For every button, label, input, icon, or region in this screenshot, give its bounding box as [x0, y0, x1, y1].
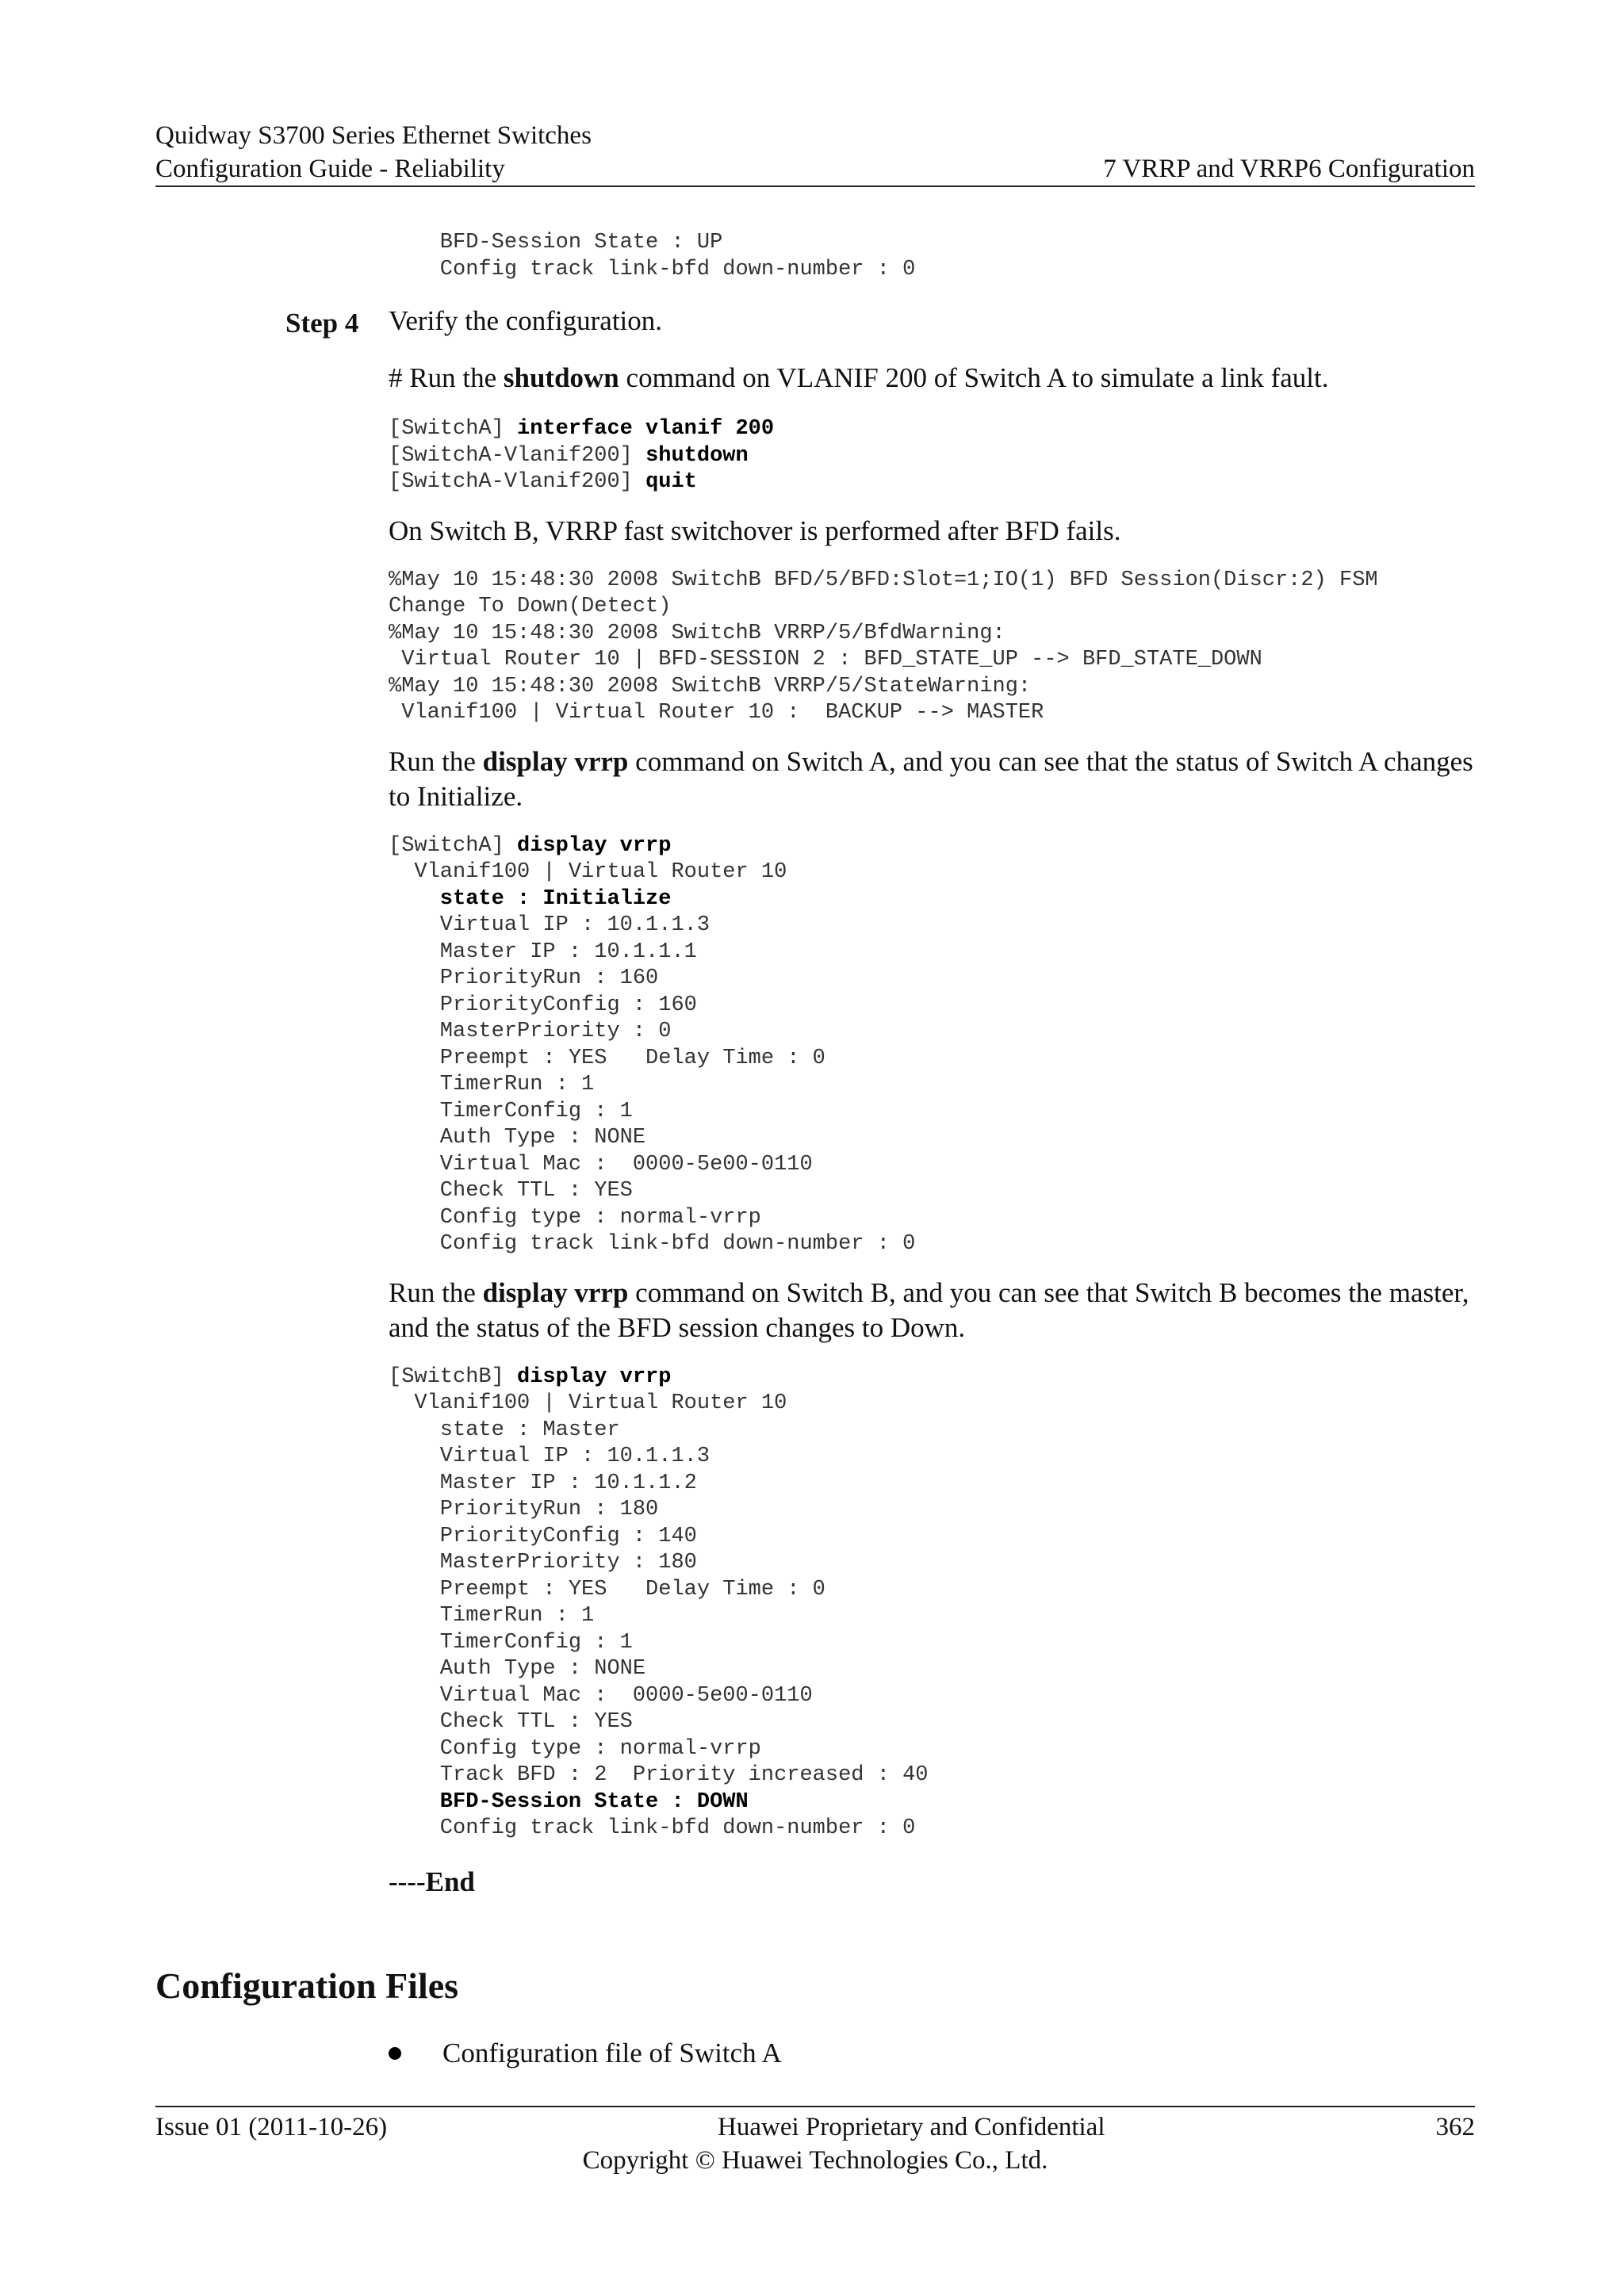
code-line: Change To Down(Detect) — [389, 595, 672, 618]
code-line: %May 10 15:48:30 2008 SwitchB VRRP/5/StateWarning: — [389, 674, 1032, 698]
confidential-note: Huawei Proprietary and Confidential — [718, 2113, 1105, 2141]
bullet-text: Configuration file of Switch A — [442, 2038, 782, 2068]
text-run: # Run the — [389, 362, 504, 393]
command-text: display vrrp — [482, 745, 629, 777]
main-content — [389, 230, 1483, 1900]
switchover-paragraph: On Switch B, VRRP fast switchover is performed after BFD fails. — [389, 515, 1121, 546]
code-prompt: [SwitchA-Vlanif200] — [389, 470, 646, 494]
code-block-shutdown — [389, 416, 1483, 496]
code-line: Check TTL : YES — [389, 1710, 633, 1734]
text-run: Run the — [389, 1276, 483, 1308]
copyright-note: Copyright © Huawei Technologies Co., Ltd. — [582, 2146, 1048, 2175]
doc-title: Quidway S3700 Series Ethernet Switches — [155, 121, 592, 150]
text-run: command on Switch A, and you can see that the status of Switch A changes — [628, 745, 1473, 777]
code-line: %May 10 15:48:30 2008 SwitchB BFD/5/BFD:Slot=1;IO(1) BFD Session(Discr:2) FSM — [389, 568, 1378, 592]
code-line: Master IP : 10.1.1.1 — [389, 939, 697, 964]
code-command: display vrrp — [517, 1364, 672, 1389]
code-line: Preempt : YES Delay Time : 0 — [389, 1046, 825, 1070]
code-line: %May 10 15:48:30 2008 SwitchB VRRP/5/BfdWarning: — [389, 621, 1005, 645]
header-rule — [155, 186, 1475, 187]
code-command: quit — [645, 470, 697, 494]
code-line: PriorityRun : 180 — [389, 1498, 659, 1521]
code-line: Virtual Router 10 | BFD-SESSION 2 : BFD_STATE_UP --> BFD_STATE_DOWN — [389, 648, 1262, 672]
end-marker: ----End — [389, 1866, 475, 1897]
text-run: to Initialize. — [389, 780, 523, 812]
code-line: Config type : normal-vrrp — [389, 1205, 761, 1230]
code-prompt: [SwitchA] — [389, 417, 518, 441]
page-number: 362 — [1435, 2113, 1475, 2141]
step-label: Step 4 — [285, 308, 359, 339]
section-title: Configuration Files — [155, 1965, 459, 2006]
code-block-log — [389, 568, 1483, 727]
code-prompt: [SwitchA] — [389, 833, 518, 858]
code-line: BFD-Session State : UP — [389, 231, 723, 254]
display-a-paragraph — [389, 744, 1483, 814]
code-command: display vrrp — [517, 833, 672, 858]
code-line: Master IP : 10.1.1.2 — [389, 1471, 697, 1495]
code-line: Virtual Mac : 0000-5e00-0110 — [389, 1683, 813, 1708]
code-line: Vlanif100 | Virtual Router 10 — [389, 860, 787, 884]
code-line: Virtual IP : 10.1.1.3 — [389, 913, 710, 937]
text-run: and the status of the BFD session changes to Down. — [389, 1311, 966, 1343]
page-header — [155, 119, 1475, 186]
code-line: Auth Type : NONE — [389, 1126, 646, 1150]
code-line: state : Master — [389, 1418, 620, 1442]
step-text: Verify the configuration. — [389, 305, 663, 336]
code-line-highlight: state : Initialize — [389, 886, 672, 911]
code-line: Auth Type : NONE — [389, 1657, 646, 1681]
code-line: Vlanif100 | Virtual Router 10 : BACKUP --> MASTER — [389, 701, 1044, 725]
code-line: TimerConfig : 1 — [389, 1099, 633, 1123]
code-block-display-a — [389, 833, 1483, 1258]
code-command: interface vlanif 200 — [517, 417, 775, 441]
footer-rule — [155, 2106, 1475, 2107]
code-line: Check TTL : YES — [389, 1179, 633, 1203]
code-command: shutdown — [645, 443, 749, 468]
bullet-icon — [389, 2047, 401, 2060]
code-line: Virtual Mac : 0000-5e00-0110 — [389, 1152, 813, 1177]
code-line: MasterPriority : 180 — [389, 1551, 697, 1575]
code-line: Preempt : YES Delay Time : 0 — [389, 1577, 825, 1601]
page-footer — [155, 2110, 1475, 2177]
bullet-list-item — [389, 2038, 782, 2069]
code-line: Config type : normal-vrrp — [389, 1736, 761, 1761]
code-line: TimerRun : 1 — [389, 1073, 595, 1096]
code-line: MasterPriority : 0 — [389, 1020, 672, 1043]
shutdown-paragraph — [389, 361, 1483, 396]
code-line-highlight: BFD-Session State : DOWN — [389, 1789, 749, 1814]
issue-date: Issue 01 (2011-10-26) — [155, 2113, 388, 2141]
code-line: Config track link-bfd down-number : 0 — [389, 1816, 916, 1840]
code-line: TimerConfig : 1 — [389, 1630, 633, 1655]
code-line: PriorityConfig : 160 — [389, 993, 697, 1017]
code-prompt: [SwitchA-Vlanif200] — [389, 443, 646, 468]
command-text: display vrrp — [482, 1276, 629, 1308]
code-line: Virtual IP : 10.1.1.3 — [389, 1445, 710, 1468]
code-line: PriorityConfig : 140 — [389, 1524, 697, 1548]
doc-subtitle: Configuration Guide - Reliability — [155, 155, 505, 183]
chapter-title: 7 VRRP and VRRP6 Configuration — [1103, 155, 1475, 183]
code-line: Config track link-bfd down-number : 0 — [389, 1232, 916, 1256]
code-block-display-b — [389, 1364, 1483, 1843]
command-text: shutdown — [503, 362, 619, 393]
code-line: Track BFD : 2 Priority increased : 40 — [389, 1763, 929, 1787]
text-run: command on VLANIF 200 of Switch A to simulate a link fault. — [619, 362, 1329, 393]
code-line: Config track link-bfd down-number : 0 — [389, 257, 916, 281]
code-block-bfd-state — [389, 230, 1483, 283]
code-line: PriorityRun : 160 — [389, 966, 659, 990]
text-run: command on Switch B, and you can see that Switch B becomes the master, — [628, 1276, 1469, 1308]
code-line: TimerRun : 1 — [389, 1604, 595, 1628]
display-b-paragraph — [389, 1276, 1483, 1345]
code-line: Vlanif100 | Virtual Router 10 — [389, 1391, 787, 1415]
code-prompt: [SwitchB] — [389, 1364, 518, 1389]
text-run: Run the — [389, 745, 483, 777]
